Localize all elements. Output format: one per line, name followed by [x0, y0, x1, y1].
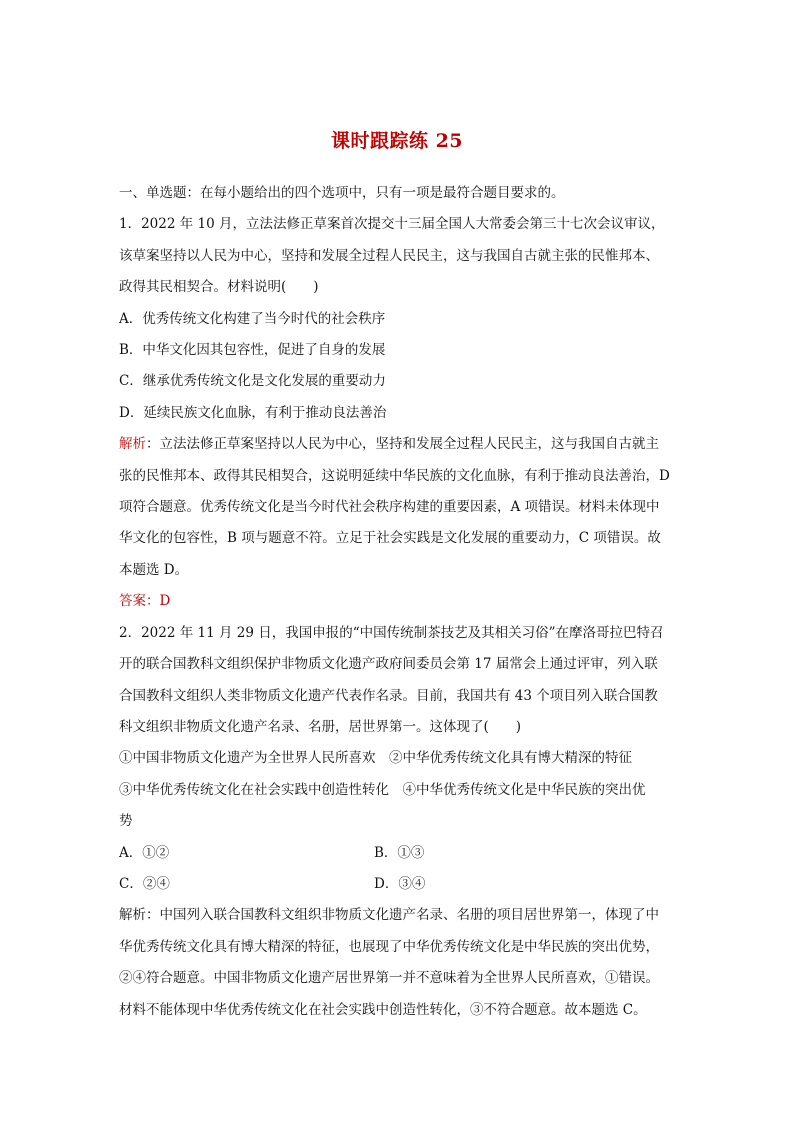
document-body [119, 178, 681, 1026]
question-2-analysis-line: 解析：中国列入联合国教科文组织非物质文化遗产名录、名册的项目居世界第一，体现了中 [119, 907, 659, 924]
question-2 [119, 618, 681, 1026]
question-1-analysis-line: 张的民惟邦本、政得其民相契合，这说明延续中华民族的文化血脉，有利于推动良法善治，D [119, 467, 670, 484]
question-1-analysis-line: 本题选 D。 [119, 561, 189, 578]
question-2-analysis-line: ②④符合题意。中国非物质文化遗产居世界第一并不意味着为全世界人民所喜欢，①错误。 [119, 970, 659, 987]
question-1-analysis-line: 华文化的包容性，B 项与题意不符。立足于社会实践是文化发展的重要动力，C 项错误。故 [119, 530, 661, 547]
question-2-option-b: B．①③ [374, 844, 425, 861]
question-2-option-d: D．③④ [374, 875, 426, 892]
question-2-statement: ③中华优秀传统文化在社会实践中创造性转化 ④中华优秀传统文化是中华民族的突出优 [119, 781, 646, 798]
question-2-line: 科文组织非物质文化遗产名录、名册，居世界第一。这体现了( ) [119, 718, 522, 735]
question-1-option-a: A．优秀传统文化构建了当今时代的社会秩序 [119, 310, 386, 327]
question-1-analysis-line: 项符合题意。优秀传统文化是当今时代社会秩序构建的重要因素，A 项错误。材料未体现中 [119, 499, 660, 516]
question-1 [119, 209, 681, 617]
question-1-analysis-line: 解析：立法法修正草案坚持以人民为中心，坚持和发展全过程人民民主，这与我国自古就主 [119, 436, 659, 453]
question-2-options-row [119, 838, 681, 869]
question-1-option-d: D．延续民族文化血脉，有利于推动良法善治 [119, 404, 387, 421]
question-2-option-a: A．①② [119, 844, 170, 861]
question-2-analysis-line: 华优秀传统文化具有博大精深的特征，也展现了中华优秀传统文化是中华民族的突出优势， [119, 938, 659, 955]
question-1-option-c: C．继承优秀传统文化是文化发展的重要动力 [119, 373, 386, 390]
analysis-label: 解析 [119, 436, 146, 453]
section-heading: 一、单选题：在每小题给出的四个选项中，只有一项是最符合题目要求的。 [119, 185, 565, 201]
question-1-line: 1．2022 年 10 月，立法法修正草案首次提交十三届全国人大常委会第三十七次会议审议， [119, 216, 665, 233]
question-1-answer [119, 586, 681, 617]
answer-label: 答案 [119, 593, 146, 610]
question-1-line: 该草案坚持以人民为中心，坚持和发展全过程人民民主，这与我国自古就主张的民惟邦本、 [119, 247, 659, 264]
answer-value: ：D [146, 593, 171, 610]
question-2-analysis-line: 材料不能体现中华优秀传统文化在社会实践中创造性转化，③不符合题意。故本题选 C。 [119, 1001, 647, 1018]
question-2-statement: 势 [119, 813, 133, 830]
question-2-option-c: C．②④ [119, 875, 170, 892]
question-2-options-row [119, 869, 681, 900]
question-2-line: 2．2022 年 11 月 29 日，我国申报的“中国传统制茶技艺及其相关习俗”在摩洛哥拉巴特召 [119, 624, 664, 641]
question-2-line: 开的联合国教科文组织保护非物质文化遗产政府间委员会第 17 届常会上通过评审，列入联 [119, 656, 658, 673]
question-1-line: 政得其民相契合。材料说明( ) [119, 279, 319, 296]
question-2-statement: ①中国非物质文化遗产为全世界人民所喜欢 ②中华优秀传统文化具有博大精深的特征 [119, 750, 632, 767]
page-title: 课时跟踪练 25 [330, 130, 464, 152]
question-2-line: 合国教科文组织人类非物质文化遗产代表作名录。目前，我国共有 43 个项目列入联合国教 [119, 687, 658, 704]
question-1-option-b: B．中华文化因其包容性，促进了自身的发展 [119, 342, 386, 359]
